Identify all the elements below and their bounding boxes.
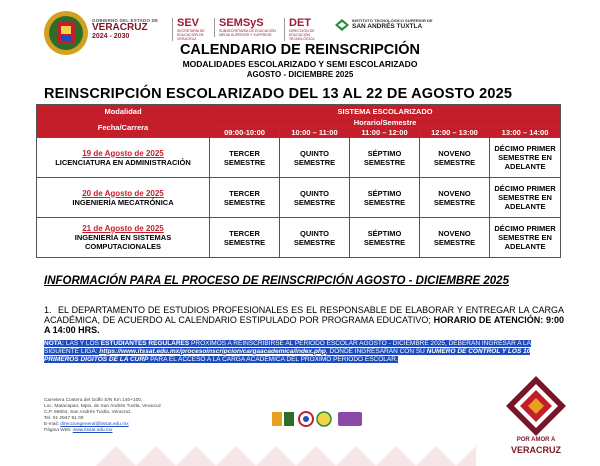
table-row bbox=[37, 218, 561, 258]
semester-cell: DÉCIMO PRIMER SEMESTRE EN ADELANTE bbox=[490, 178, 561, 218]
table-row bbox=[37, 178, 561, 218]
nota-text-3: PRÓXIMOS A REINSCRIBIRSE AL PERIODO ESCOLAR AGOSTO - DICIEMBRE 2025, DEBERÁN INGRESAR A LA SIGUIENTE LIGA: bbox=[44, 340, 531, 355]
nota-text-5: NÚMERO DE CONTROL Y LOS 10 PRIMEROS DÍGITOS DE LA CURP bbox=[44, 347, 531, 363]
semester-cell: NOVENO SEMESTRE bbox=[420, 138, 490, 178]
semester-cell: DÉCIMO PRIMER SEMESTRE EN ADELANTE bbox=[490, 138, 561, 178]
semester-cell: QUINTO SEMESTRE bbox=[280, 218, 350, 258]
footer-address bbox=[44, 398, 164, 434]
section-heading: REINSCRIPCIÓN ESCOLARIZADO DEL 13 AL 22 DE AGOSTO 2025 bbox=[44, 86, 513, 102]
table-row bbox=[37, 138, 561, 178]
gobierno-veracruz-logo: GOBIERNO DEL ESTADO DE VERACRUZ 2024 - 2030 bbox=[92, 18, 159, 40]
itsat-emblem-icon bbox=[334, 18, 350, 32]
nota-block bbox=[44, 340, 564, 363]
semester-cell: TERCER SEMESTRE bbox=[210, 218, 280, 258]
semester-cell: QUINTO SEMESTRE bbox=[280, 138, 350, 178]
modalidad-header: Modalidad bbox=[37, 105, 210, 118]
table-header-row bbox=[37, 105, 561, 118]
nota-label: NOTA: bbox=[44, 340, 65, 347]
footer-tel: Tel. 01 2947 91 00 bbox=[44, 416, 84, 421]
semester-cell: SÉPTIMO SEMESTRE bbox=[350, 218, 420, 258]
info-heading: INFORMACIÓN PARA EL PROCESO DE REINSCRIPCIÓN AGOSTO - DICIEMBRE 2025 bbox=[44, 275, 509, 287]
info-item-text: EL DEPARTAMENTO DE ESTUDIOS PROFESIONALES ES EL RESPONSABLE DE ELABORAR Y ENTREGAR LA CARGA ACADÉMICA, DE ACUERDO AL CALENDARIO ESTIPULADO POR PROGRAMA EDUCATIVO; bbox=[44, 305, 564, 325]
page-title: CALENDARIO DE REINSCRIPCIÓN bbox=[179, 42, 421, 58]
semester-cell: DÉCIMO PRIMER SEMESTRE EN ADELANTE bbox=[490, 218, 561, 258]
date-career-cell bbox=[37, 138, 210, 178]
nota-text-1: LAS Y LOS bbox=[65, 340, 99, 347]
row-date: 20 de Agosto de 2025 bbox=[82, 188, 164, 198]
footer-email-label: E-mail: bbox=[44, 422, 59, 427]
page-subtitle-periodo: AGOSTO - DICIEMBRE 2025 bbox=[246, 70, 354, 79]
row-career: INGENIERÍA MECATRÓNICA bbox=[72, 197, 174, 207]
semester-cell: NOVENO SEMESTRE bbox=[420, 178, 490, 218]
partner-logos-icon bbox=[270, 408, 370, 432]
page-subtitle-modalidades: MODALIDADES ESCOLARIZADO Y SEMI ESCOLARIZADO bbox=[182, 59, 418, 69]
footer-addr-line: Loc. Matacapan, Mpio. de San Andrés Tuxtla, Veracruz bbox=[44, 404, 162, 409]
footer-email[interactable]: direcciongeneral@itssat.edu.mx bbox=[60, 422, 129, 427]
semester-cell: NOVENO SEMESTRE bbox=[420, 218, 490, 258]
row-career: LICENCIATURA EN ADMINISTRACIÓN bbox=[55, 157, 191, 167]
semester-cell: TERCER SEMESTRE bbox=[210, 178, 280, 218]
time-slot-header: 09:00-10:00 bbox=[210, 128, 280, 138]
semsys-logo: SEMSyS SUBSECRETARÍA DE EDUCACIÓN MEDIA SUPERIOR Y SUPERIOR bbox=[214, 18, 285, 37]
itsat-logo: INSTITUTO TECNOLÓGICO SUPERIOR DE SAN ANDRÉS TUXTLA bbox=[336, 18, 446, 30]
nota-link[interactable]: https://www.itssat.edu.mx/procesoinscripcion/cargaacademica/index.php bbox=[99, 347, 326, 355]
veracruz-label: VERACRUZ bbox=[510, 445, 561, 455]
time-slot-header: 10:00 – 11:00 bbox=[280, 128, 350, 138]
nota-text-2: ESTUDIANTES REGULARES bbox=[100, 340, 190, 347]
sistema-header: SISTEMA ESCOLARIZADO bbox=[210, 105, 561, 118]
det-logo: DET DIRECCIÓN DE EDUCACIÓN TECNOLÓGICA bbox=[284, 18, 335, 41]
footer-web[interactable]: www.itssat.edu.mx bbox=[72, 428, 113, 433]
semester-cell: TERCER SEMESTRE bbox=[210, 138, 280, 178]
footer-web-label: Página Web: bbox=[44, 428, 72, 433]
por-amor-label: POR AMOR A bbox=[516, 437, 556, 443]
sev-logo: SEV SECRETARÍA DE EDUCACIÓN DE VERACRUZ bbox=[172, 18, 217, 41]
info-item-1 bbox=[44, 305, 564, 335]
footer-addr-line: C.P. 95804, San Andrés Tuxtla, Veracruz. bbox=[44, 410, 132, 415]
info-item-number: 1. bbox=[44, 305, 52, 315]
date-career-cell bbox=[37, 218, 210, 258]
decorative-pattern-icon bbox=[96, 436, 476, 466]
row-date: 21 de Agosto de 2025 bbox=[82, 224, 164, 233]
time-slot-header: 13:00 – 14:00 bbox=[490, 128, 561, 138]
row-date: 19 de Agosto de 2025 bbox=[82, 148, 164, 158]
schedule-table bbox=[36, 104, 561, 258]
semester-cell: QUINTO SEMESTRE bbox=[280, 178, 350, 218]
time-slot-header: 12:00 – 13:00 bbox=[420, 128, 490, 138]
nota-text-6: PARA EL ACCESO A LA CARGA ACADÉMICA DEL PRÓXIMO PERIODO ESCOLAR. bbox=[150, 355, 398, 363]
date-career-cell bbox=[37, 178, 210, 218]
table-subheader-row bbox=[37, 118, 561, 128]
time-slot-header: 11:00 – 12:00 bbox=[350, 128, 420, 138]
info-item-hours: HORARIO DE ATENCIÓN: 9:00 A 14:00 HRS. bbox=[44, 315, 564, 335]
nota-text-4: , DONDE INGRESARÁN CON SU bbox=[325, 347, 425, 355]
footer-addr-line: Carretera Costera del Golfo S/N Km 140+100, bbox=[44, 398, 143, 403]
page-header bbox=[0, 0, 600, 84]
semester-cell: SÉPTIMO SEMESTRE bbox=[350, 138, 420, 178]
row-career: INGENIERÍA EN SISTEMAS COMPUTACIONALES bbox=[74, 233, 172, 251]
fecha-carrera-header: Fecha/Carrera bbox=[37, 118, 210, 138]
horario-header: Horario/Semestre bbox=[210, 118, 561, 128]
veracruz-coat-of-arms-icon bbox=[42, 8, 90, 58]
semester-cell: SÉPTIMO SEMESTRE bbox=[350, 178, 420, 218]
